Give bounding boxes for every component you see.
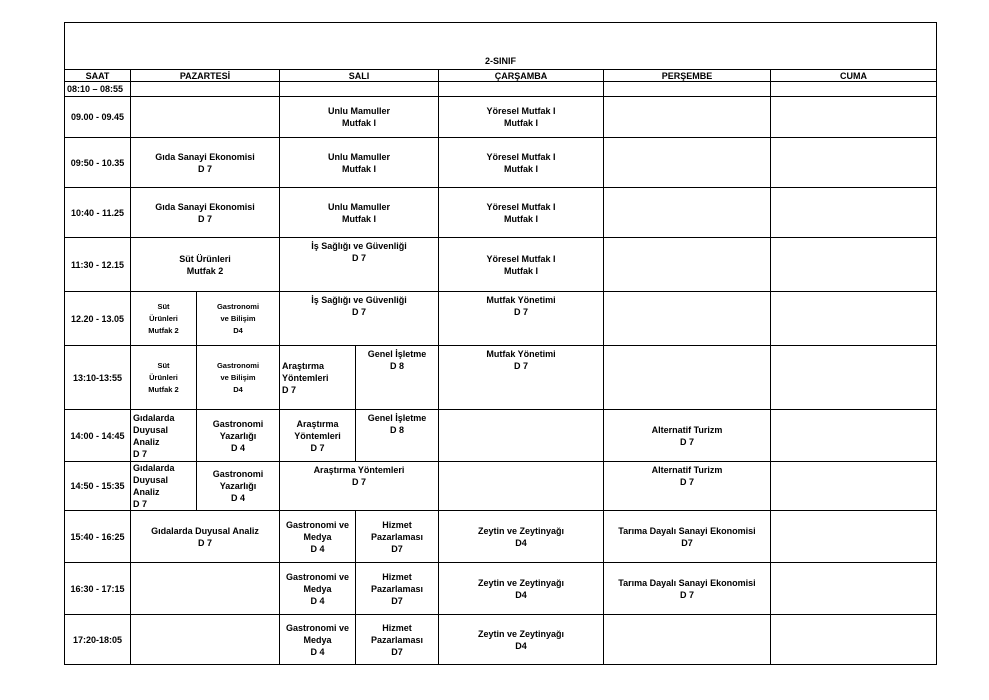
time-cell: 17:20-18:05 xyxy=(65,615,131,665)
course-cell xyxy=(131,188,280,238)
cell-line: D 7 xyxy=(133,448,148,459)
table-row xyxy=(65,410,937,462)
empty-cell xyxy=(604,292,771,346)
cell-line: D 7 xyxy=(310,442,325,453)
course-cell xyxy=(439,563,604,615)
cell-line: D4 xyxy=(515,589,527,600)
cell-line: Hizmet xyxy=(382,571,412,582)
cell-line: Yöresel Mutfak I xyxy=(486,106,556,116)
cell-line: Gıdalarda Duyusal Analiz xyxy=(151,525,259,536)
course-cell xyxy=(439,511,604,563)
cell-line: D4 xyxy=(233,325,243,335)
course-cell xyxy=(280,97,439,138)
table-row xyxy=(65,82,937,97)
course-cell xyxy=(356,346,439,410)
empty-cell xyxy=(604,138,771,188)
course-cell xyxy=(604,563,771,615)
cell-line: Araştırma Yöntemleri xyxy=(313,465,405,475)
cell-line: D 7 xyxy=(351,253,366,263)
empty-cell xyxy=(280,82,439,97)
empty-cell xyxy=(604,97,771,138)
course-cell xyxy=(604,511,771,563)
cell-line: Mutfak Yönetimi xyxy=(486,295,556,305)
table-row xyxy=(65,346,937,410)
course-cell xyxy=(439,188,604,238)
time-cell: 12.20 - 13.05 xyxy=(65,292,131,346)
cell-line: D7 xyxy=(391,646,403,657)
cell-line: Mutfak I xyxy=(503,213,538,224)
cell-line: D4 xyxy=(233,384,243,394)
cell-line: Yazarlığı xyxy=(219,430,257,441)
empty-cell xyxy=(771,410,937,462)
cell-line: D 4 xyxy=(310,646,325,657)
cell-line: Mutfak I xyxy=(503,118,538,128)
time-cell: 09.00 - 09.45 xyxy=(65,97,131,138)
header-saat: SAAT xyxy=(65,70,131,82)
course-cell xyxy=(197,462,280,511)
cell-line: Mutfak I xyxy=(341,213,376,224)
table-row xyxy=(65,238,937,292)
cell-line: Ürünleri xyxy=(149,372,178,382)
course-cell xyxy=(439,138,604,188)
empty-cell xyxy=(439,410,604,462)
cell-line: Hizmet xyxy=(382,622,412,633)
cell-line: Mutfak I xyxy=(341,118,376,128)
cell-line: Yöresel Mutfak I xyxy=(486,201,556,212)
empty-cell xyxy=(771,615,937,665)
table-row xyxy=(65,511,937,563)
empty-cell xyxy=(604,82,771,97)
empty-cell xyxy=(771,138,937,188)
course-cell xyxy=(280,563,356,615)
cell-line: Yöntemleri xyxy=(282,372,329,383)
cell-line: Tarıma Dayalı Sanayi Ekonomisi xyxy=(618,577,756,588)
cell-line: D 4 xyxy=(230,493,245,503)
cell-line: D4 xyxy=(515,640,527,651)
cell-line: Yazarlığı xyxy=(219,481,257,491)
header-carsamba: ÇARŞAMBA xyxy=(439,70,604,82)
cell-line: Gastronomi xyxy=(212,418,264,429)
course-cell xyxy=(280,188,439,238)
empty-cell xyxy=(771,462,937,511)
empty-cell xyxy=(131,82,280,97)
cell-line: Mutfak I xyxy=(341,163,376,174)
course-cell xyxy=(131,462,197,511)
cell-line: Medya xyxy=(303,583,332,594)
cell-line: D 4 xyxy=(310,595,325,606)
time-cell: 14:50 - 15:35 xyxy=(65,462,131,511)
empty-cell xyxy=(771,292,937,346)
cell-line: Süt xyxy=(157,301,170,311)
time-cell: 15:40 - 16:25 xyxy=(65,511,131,563)
cell-line: Yöresel Mutfak I xyxy=(486,253,556,264)
course-cell xyxy=(131,292,197,346)
timetable xyxy=(64,22,937,665)
cell-line: Unlu Mamuller xyxy=(327,106,390,116)
cell-line: İş Sağlığı ve Güvenliği xyxy=(311,295,407,305)
course-cell xyxy=(604,410,771,462)
cell-line: Gıda Sanayi Ekonomisi xyxy=(155,151,255,162)
cell-line: Araştırma xyxy=(296,418,339,429)
cell-line: Pazarlaması xyxy=(370,531,424,542)
course-cell xyxy=(439,292,604,346)
time-cell: 10:40 - 11.25 xyxy=(65,188,131,238)
course-cell xyxy=(356,563,439,615)
empty-cell xyxy=(771,238,937,292)
table-row xyxy=(65,462,937,511)
empty-cell xyxy=(604,615,771,665)
cell-line: D 8 xyxy=(389,425,404,435)
time-cell: 11:30 - 12.15 xyxy=(65,238,131,292)
course-cell xyxy=(131,138,280,188)
cell-line: D 7 xyxy=(282,384,297,395)
cell-line: D7 xyxy=(681,537,693,548)
course-cell xyxy=(439,97,604,138)
empty-cell xyxy=(439,82,604,97)
cell-line: D 7 xyxy=(133,499,148,509)
page-title: 2-SINIF xyxy=(65,23,937,70)
cell-line: D7 xyxy=(391,595,403,606)
cell-line: Gastronomi xyxy=(216,301,260,311)
cell-line: D 4 xyxy=(310,543,325,554)
cell-line: Gastronomi ve xyxy=(285,622,350,633)
cell-line: D 7 xyxy=(351,477,366,487)
table-row xyxy=(65,563,937,615)
cell-line: D 7 xyxy=(679,436,694,447)
course-cell xyxy=(604,462,771,511)
header-persembe: PERŞEMBE xyxy=(604,70,771,82)
cell-line: Gıdalarda xyxy=(133,463,175,473)
course-cell xyxy=(280,410,356,462)
table-row xyxy=(65,292,937,346)
cell-line: D 7 xyxy=(197,163,212,174)
cell-line: Mutfak I xyxy=(503,265,538,276)
cell-line: Tarıma Dayalı Sanayi Ekonomisi xyxy=(618,525,756,536)
course-cell xyxy=(131,346,197,410)
course-cell xyxy=(197,292,280,346)
empty-cell xyxy=(604,188,771,238)
cell-line: D 8 xyxy=(389,361,404,371)
cell-line: Ürünleri xyxy=(149,313,178,323)
course-cell xyxy=(280,462,439,511)
empty-cell xyxy=(771,97,937,138)
cell-line: Gastronomi xyxy=(212,469,264,479)
cell-line: ve Bilişim xyxy=(220,313,256,323)
cell-line: Zeytin ve Zeytinyağı xyxy=(477,525,565,536)
course-cell xyxy=(197,410,280,462)
course-cell xyxy=(356,410,439,462)
table-row xyxy=(65,97,937,138)
course-cell xyxy=(356,615,439,665)
course-cell xyxy=(131,410,197,462)
cell-line: D4 xyxy=(515,537,527,548)
empty-cell xyxy=(439,462,604,511)
cell-line: Genel İşletme xyxy=(367,349,427,359)
empty-cell xyxy=(604,238,771,292)
cell-line: Duyusal Analiz xyxy=(133,475,169,497)
cell-line: Mutfak I xyxy=(503,163,538,174)
course-cell xyxy=(131,238,280,292)
cell-line: Pazarlaması xyxy=(370,634,424,645)
cell-line: D 7 xyxy=(513,307,528,317)
cell-line: Zeytin ve Zeytinyağı xyxy=(477,628,565,639)
time-cell: 09:50 - 10.35 xyxy=(65,138,131,188)
course-cell xyxy=(280,615,356,665)
course-cell xyxy=(280,511,356,563)
empty-cell xyxy=(771,511,937,563)
header-cuma: CUMA xyxy=(771,70,937,82)
cell-line: D 7 xyxy=(197,213,212,224)
cell-line: Medya xyxy=(303,634,332,645)
table-row xyxy=(65,188,937,238)
cell-line: Mutfak Yönetimi xyxy=(486,349,556,359)
cell-line: Araştırma xyxy=(282,360,325,371)
cell-line: Duyusal Analiz xyxy=(133,424,169,447)
cell-line: Alternatif Turizm xyxy=(651,424,723,435)
cell-line: Gastronomi ve xyxy=(285,519,350,530)
cell-line: Medya xyxy=(303,531,332,542)
cell-line: D 7 xyxy=(351,307,366,317)
cell-line: D7 xyxy=(391,543,403,554)
cell-line: Yöntemleri xyxy=(294,430,341,441)
header-sali: SALI xyxy=(280,70,439,82)
course-cell xyxy=(197,346,280,410)
course-cell xyxy=(280,238,439,292)
course-cell xyxy=(439,238,604,292)
empty-cell xyxy=(771,188,937,238)
course-cell xyxy=(439,346,604,410)
table-row xyxy=(65,615,937,665)
empty-cell xyxy=(771,346,937,410)
cell-line: Mutfak 2 xyxy=(186,265,224,276)
cell-line: D 7 xyxy=(513,361,528,371)
cell-line: Zeytin ve Zeytinyağı xyxy=(477,577,565,588)
empty-cell xyxy=(131,97,280,138)
header-pazartesi: PAZARTESİ xyxy=(131,70,280,82)
cell-line: Genel İşletme xyxy=(367,413,427,423)
cell-line: Mutfak 2 xyxy=(148,384,179,394)
empty-cell xyxy=(131,563,280,615)
course-cell xyxy=(280,138,439,188)
empty-cell xyxy=(771,563,937,615)
cell-line: Süt xyxy=(157,360,170,370)
course-cell xyxy=(280,292,439,346)
cell-line: Pazarlaması xyxy=(370,583,424,594)
cell-line: D 4 xyxy=(230,442,245,453)
cell-line: Süt Ürünleri xyxy=(179,253,231,264)
time-cell: 16:30 - 17:15 xyxy=(65,563,131,615)
time-cell: 13:10-13:55 xyxy=(65,346,131,410)
table-row xyxy=(65,138,937,188)
cell-line: Gıdalarda xyxy=(133,412,175,423)
empty-cell xyxy=(131,615,280,665)
cell-line: D 7 xyxy=(679,477,694,487)
cell-line: Yöresel Mutfak I xyxy=(486,151,556,162)
time-cell: 14:00 - 14:45 xyxy=(65,410,131,462)
cell-line: Mutfak 2 xyxy=(148,325,179,335)
cell-line: Hizmet xyxy=(382,519,412,530)
cell-line: D 7 xyxy=(197,537,212,548)
cell-line: Gıda Sanayi Ekonomisi xyxy=(155,201,255,212)
empty-cell xyxy=(771,82,937,97)
course-cell xyxy=(439,615,604,665)
course-cell xyxy=(356,511,439,563)
cell-line: Gastronomi xyxy=(216,360,260,370)
empty-cell xyxy=(604,346,771,410)
cell-line: ve Bilişim xyxy=(220,372,256,382)
cell-line: İş Sağlığı ve Güvenliği xyxy=(311,241,407,251)
course-cell xyxy=(280,346,356,410)
course-cell xyxy=(131,511,280,563)
cell-line: Alternatif Turizm xyxy=(651,465,723,475)
cell-line: Unlu Mamuller xyxy=(327,201,390,212)
cell-line: Gastronomi ve xyxy=(285,571,350,582)
header-row xyxy=(65,70,937,82)
timetable-sheet xyxy=(64,22,936,664)
time-cell: 08:10 – 08:55 xyxy=(65,82,131,97)
cell-line: D 7 xyxy=(679,589,694,600)
cell-line: Unlu Mamuller xyxy=(327,151,390,162)
